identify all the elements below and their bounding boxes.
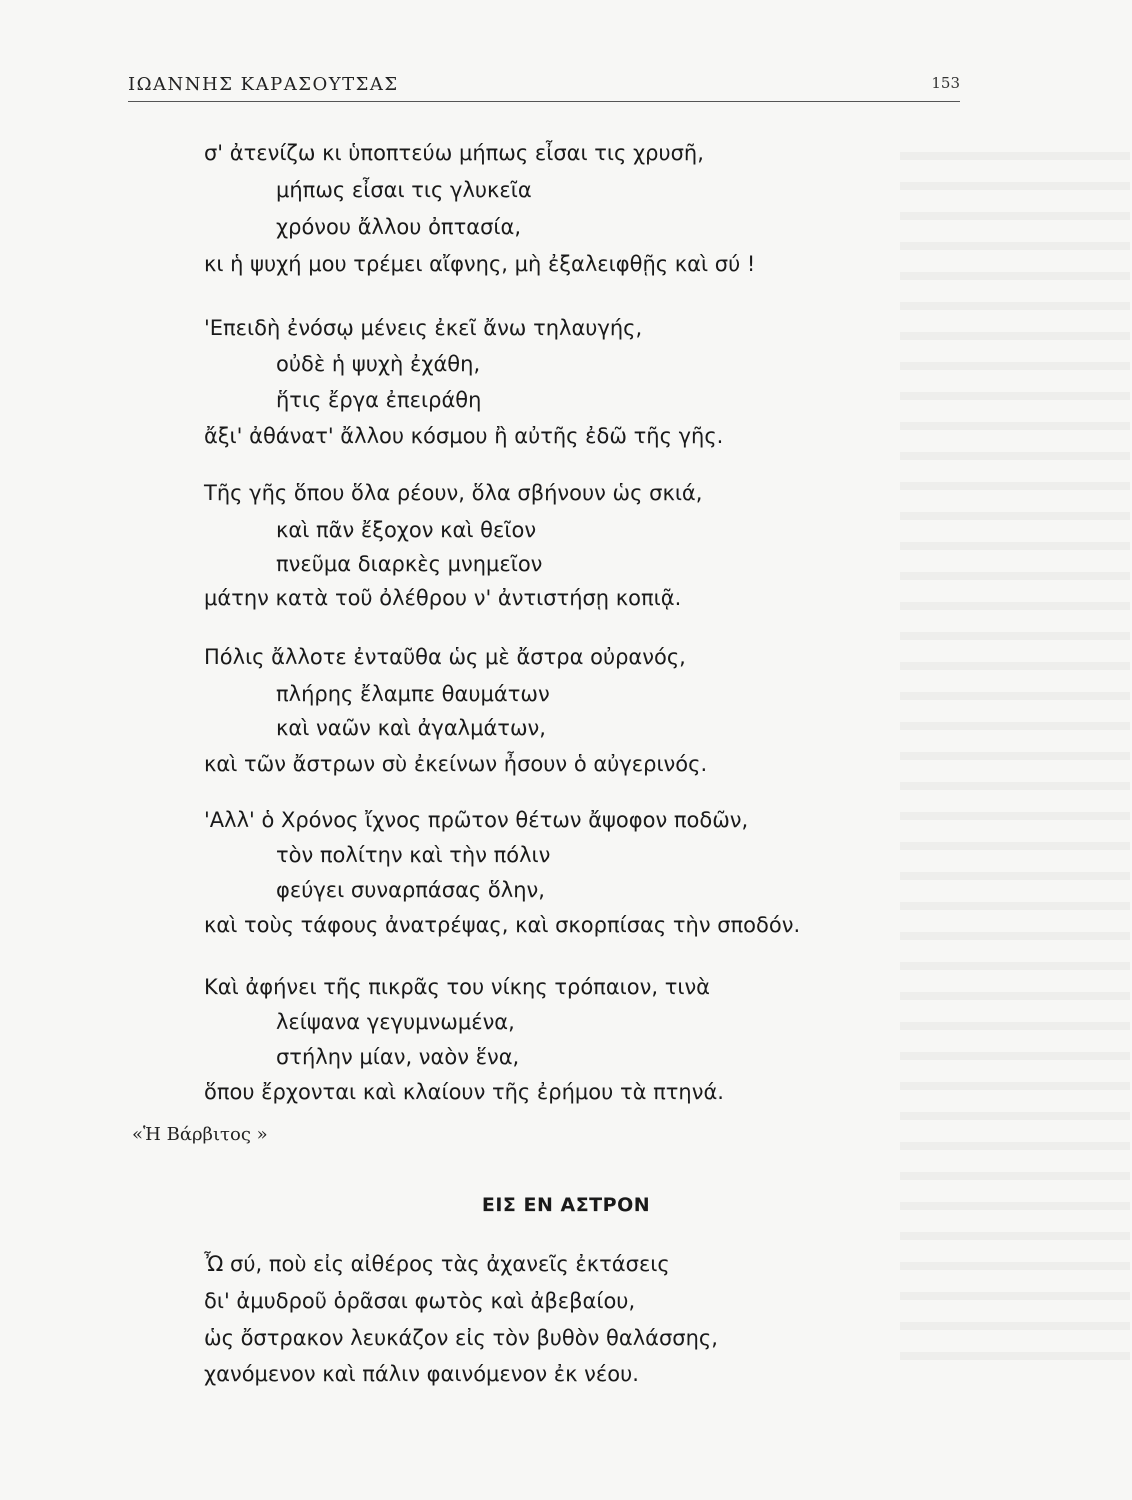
verse-line: Ὦ σύ, ποὺ εἰς αἰθέρος τὰς ἀχανεῖς ἐκτάσεις bbox=[204, 1252, 670, 1276]
header-rule bbox=[128, 101, 960, 102]
verse-line: Καὶ ἀφήνει τῆς πικρᾶς του νίκης τρόπαιον, τινὰ bbox=[204, 975, 711, 999]
verse-line: πνεῦμα διαρκὲς μνημεῖον bbox=[276, 552, 543, 576]
poem-title: ΕΙΣ ΕΝ ΑΣΤΡΟΝ bbox=[481, 1194, 651, 1216]
verse-line: καὶ τῶν ἄστρων σὺ ἐκείνων ἦσουν ὁ αὐγερινός. bbox=[204, 752, 708, 776]
verse-line: ἥτις ἔργα ἐπειράθη bbox=[276, 388, 482, 412]
verse-line: Πόλις ἄλλοτε ἐνταῦθα ὡς μὲ ἄστρα οὐρανός, bbox=[204, 645, 686, 669]
verse-line: οὐδὲ ἡ ψυχὴ ἐχάθη, bbox=[276, 352, 481, 376]
verse-line: κι ἡ ψυχή μου τρέμει αἴφνης, μὴ ἐξαλειφθῇς καὶ σύ ! bbox=[204, 252, 756, 276]
verse-line: μάτην κατὰ τοῦ ὀλέθρου ν' ἀντιστήσῃ κοπιᾷ. bbox=[204, 586, 682, 610]
verse-line: φεύγει συναρπάσας ὅλην, bbox=[276, 878, 545, 902]
source-attribution: «Ἡ Βάρβιτος » bbox=[132, 1124, 268, 1145]
verse-line: καὶ τοὺς τάφους ἀνατρέψας, καὶ σκορπίσας τὴν σποδόν. bbox=[204, 913, 801, 937]
verse-line: ὅπου ἔρχονται καὶ κλαίουν τῆς ἐρήμου τὰ πτηνά. bbox=[204, 1080, 724, 1104]
verse-line: 'Αλλ' ὁ Χρόνος ἴχνος πρῶτον θέτων ἄψοφον ποδῶν, bbox=[204, 808, 749, 832]
verse-line: σ' ἀτενίζω κι ὑποπτεύω μήπως εἶσαι τις χρυσῆ, bbox=[204, 141, 704, 165]
verse-line: λείψανα γεγυμνωμένα, bbox=[276, 1010, 515, 1034]
verse-line: στήλην μίαν, ναὸν ἕνα, bbox=[276, 1045, 520, 1069]
verse-line: ἄξι' ἀθάνατ' ἄλλου κόσμου ἢ αὐτῆς ἐδῶ τῆς γῆς. bbox=[204, 424, 724, 448]
verse-line: 'Επειδὴ ἐνόσῳ μένεις ἐκεῖ ἄνω τηλαυγής, bbox=[204, 316, 643, 340]
verse-line: τὸν πολίτην καὶ τὴν πόλιν bbox=[276, 843, 551, 867]
show-through-texture bbox=[900, 130, 1130, 1380]
running-head: ΙΩΑΝΝΗΣ ΚΑΡΑΣΟΥΤΣΑΣ bbox=[128, 74, 399, 95]
verse-line: πλήρης ἔλαμπε θαυμάτων bbox=[276, 682, 550, 706]
verse-line: δι' ἀμυδροῦ ὁρᾶσαι φωτὸς καὶ ἀβεβαίου, bbox=[204, 1289, 636, 1313]
page-number: 153 bbox=[931, 74, 960, 92]
verse-line: χανόμενον καὶ πάλιν φαινόμενον ἐκ νέου. bbox=[204, 1362, 639, 1386]
verse-line: καὶ πᾶν ἔξοχον καὶ θεῖον bbox=[276, 518, 537, 542]
verse-line: μήπως εἶσαι τις γλυκεῖα bbox=[276, 178, 532, 202]
page-header bbox=[128, 74, 960, 102]
verse-line: Τῆς γῆς ὅπου ὅλα ρέουν, ὅλα σβήνουν ὡς σκιά, bbox=[204, 481, 703, 505]
verse-line: ὡς ὄστρακον λευκάζον εἰς τὸν βυθὸν θαλάσσης, bbox=[204, 1326, 718, 1350]
verse-line: χρόνου ἄλλου ὀπτασία, bbox=[276, 215, 521, 239]
verse-line: καὶ ναῶν καὶ ἀγαλμάτων, bbox=[276, 716, 546, 740]
